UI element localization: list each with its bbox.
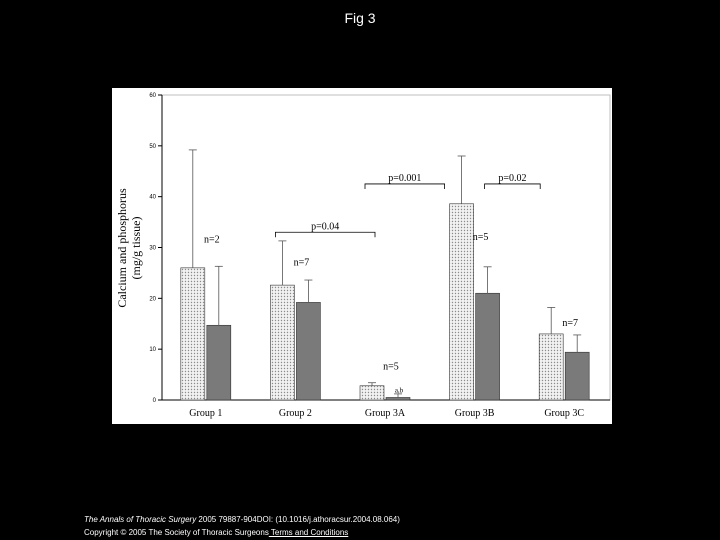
sample-size-annotation: n=5 (383, 361, 399, 373)
bar-series2-group-3a (386, 397, 410, 400)
y-tick-label: 20 (149, 296, 156, 303)
p-value-label: p=0.04 (311, 221, 340, 233)
sample-size-annotation: n=5 (472, 231, 489, 243)
sample-size-annotation: a,b (394, 386, 404, 395)
p-value-label: p=0.02 (498, 172, 527, 184)
y-tick-label: 0 (152, 398, 156, 404)
bar-chart (112, 88, 612, 424)
sample-size-annotation: n=7 (562, 317, 579, 329)
x-category-label: Group 1 (189, 408, 223, 419)
caption-journal: The Annals of Thoracic Surgery (84, 515, 197, 524)
x-category-label: Group 2 (278, 408, 312, 419)
terms-and-conditions-link[interactable]: Terms and Conditions (268, 528, 349, 537)
bar-series2-group-2 (296, 302, 320, 400)
bar-series2-group-3b (476, 293, 500, 400)
sample-size-annotation: n=2 (203, 234, 220, 246)
x-category-label: Group 3A (364, 408, 406, 419)
bar-series1-group-3a (360, 386, 384, 400)
caption-copyright (84, 528, 348, 537)
bar-series1-group-3b (450, 204, 474, 400)
significance-bracket (275, 232, 375, 237)
y-tick-label: 60 (149, 93, 156, 99)
figure-panel (112, 88, 612, 424)
y-axis-label-line1: Calcium and phosphorus (115, 188, 129, 308)
significance-bracket (365, 184, 445, 189)
sample-size-annotation: n=7 (293, 257, 310, 269)
bar-series1-group-1 (181, 268, 205, 400)
y-tick-label: 30 (149, 245, 156, 252)
x-category-label: Group 3B (454, 408, 495, 419)
bar-series1-group-2 (270, 285, 294, 400)
y-tick-label: 50 (149, 143, 156, 150)
x-category-label: Group 3C (544, 408, 585, 419)
caption-citation-text: 2005 79887-904DOI: (10.1016/j.athoracsur.2004.08.064) (196, 515, 400, 524)
bar-series1-group-3c (539, 334, 563, 400)
bar-series2-group-1 (207, 325, 231, 400)
caption-copyright-text: Copyright © 2005 The Society of Thoracic Surgeons (84, 528, 269, 537)
slide-title: Fig 3 (344, 10, 376, 26)
caption-citation (84, 515, 400, 524)
y-axis-label-line2: (mg/g tissue) (129, 216, 143, 280)
y-tick-label: 40 (149, 194, 156, 201)
significance-bracket (485, 184, 541, 189)
bar-series2-group-3c (565, 352, 589, 400)
y-tick-label: 10 (149, 347, 156, 354)
p-value-label: p=0.001 (388, 172, 422, 184)
